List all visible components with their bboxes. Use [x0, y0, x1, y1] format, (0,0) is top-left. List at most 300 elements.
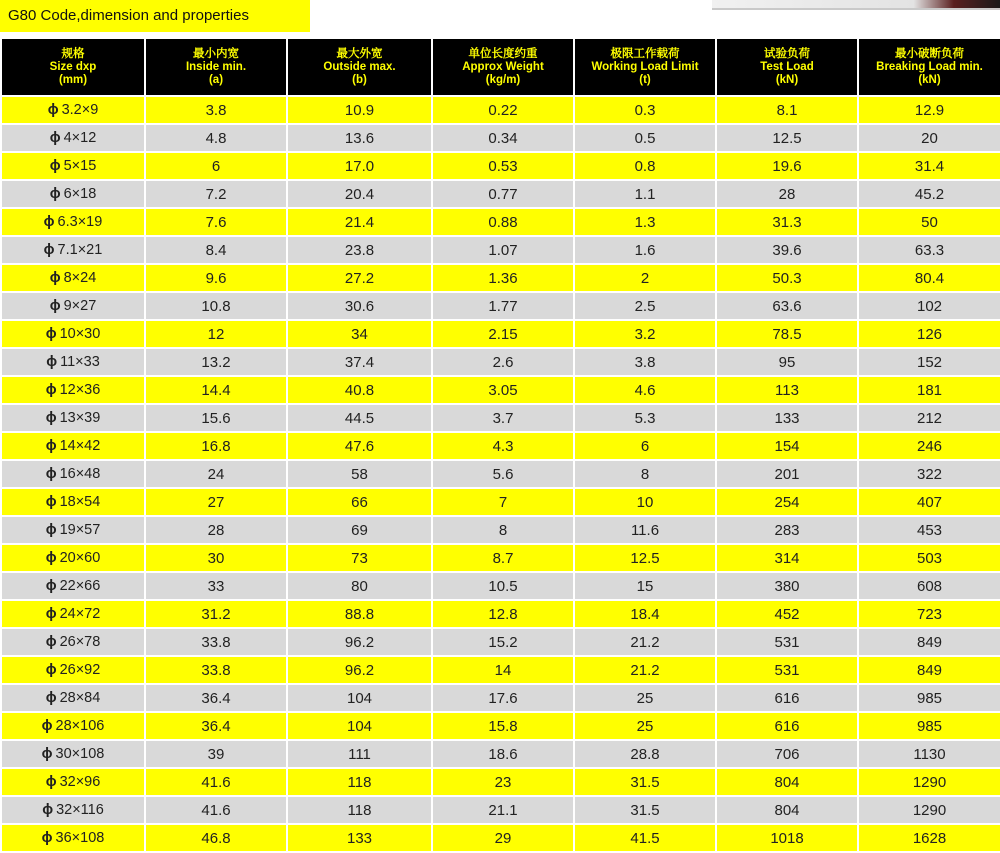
value-cell: 95 [717, 349, 857, 375]
value-cell: 33.8 [146, 629, 286, 655]
value-cell: 13.6 [288, 125, 431, 151]
table-row [2, 657, 1000, 683]
value-cell: 8.1 [717, 97, 857, 123]
value-cell: 0.34 [433, 125, 573, 151]
value-cell: 31.2 [146, 601, 286, 627]
diameter-symbol: ϕ [45, 326, 57, 342]
value-cell: 1290 [859, 769, 1000, 795]
column-header-english-label: Test Load [760, 60, 814, 73]
value-cell: 96.2 [288, 629, 431, 655]
value-cell: 181 [859, 377, 1000, 403]
column-header-chinese-label: 最小破断负荷 [895, 47, 964, 60]
value-cell: 0.3 [575, 97, 715, 123]
value-cell: 16.8 [146, 433, 286, 459]
table-row [2, 573, 1000, 599]
value-cell: 503 [859, 545, 1000, 571]
value-cell: 4.8 [146, 125, 286, 151]
table-row [2, 769, 1000, 795]
column-header-chinese-label: 最大外宽 [336, 47, 383, 60]
size-value: 5×15 [63, 158, 97, 174]
diameter-symbol: ϕ [46, 354, 58, 370]
value-cell: 849 [859, 629, 1000, 655]
column-header-unit: (b) [352, 73, 367, 86]
table-row [2, 797, 1000, 823]
size-cell [2, 601, 144, 627]
value-cell: 15 [575, 573, 715, 599]
size-cell [2, 825, 144, 851]
size-value: 24×72 [59, 606, 101, 622]
value-cell: 706 [717, 741, 857, 767]
size-cell [2, 181, 144, 207]
value-cell: 0.53 [433, 153, 573, 179]
size-value: 28×106 [55, 718, 105, 734]
value-cell: 118 [288, 769, 431, 795]
value-cell: 41.5 [575, 825, 715, 851]
size-cell [2, 209, 144, 235]
value-cell: 37.4 [288, 349, 431, 375]
table-row [2, 293, 1000, 319]
size-value: 10×30 [59, 326, 101, 342]
value-cell: 30 [146, 545, 286, 571]
product-photo-strip [712, 0, 1000, 8]
table-row [2, 153, 1000, 179]
value-cell: 2.6 [433, 349, 573, 375]
value-cell: 104 [288, 713, 431, 739]
value-cell: 47.6 [288, 433, 431, 459]
diameter-symbol: ϕ [45, 410, 57, 426]
column-header-chinese-label: 规格 [61, 47, 85, 60]
value-cell: 8.4 [146, 237, 286, 263]
column-header-english-label: Working Load Limit [591, 60, 699, 73]
table-row [2, 629, 1000, 655]
size-cell [2, 517, 144, 543]
value-cell: 40.8 [288, 377, 431, 403]
value-cell: 314 [717, 545, 857, 571]
value-cell: 111 [288, 741, 431, 767]
size-value: 3.2×9 [61, 102, 99, 118]
value-cell: 2.5 [575, 293, 715, 319]
size-cell [2, 405, 144, 431]
diameter-symbol: ϕ [45, 690, 57, 706]
value-cell: 0.5 [575, 125, 715, 151]
value-cell: 69 [288, 517, 431, 543]
diameter-symbol: ϕ [49, 298, 61, 314]
table-row [2, 713, 1000, 739]
value-cell: 212 [859, 405, 1000, 431]
diameter-symbol: ϕ [41, 830, 53, 846]
size-cell [2, 657, 144, 683]
value-cell: 41.6 [146, 797, 286, 823]
diameter-symbol: ϕ [47, 102, 59, 118]
diameter-symbol: ϕ [49, 158, 61, 174]
value-cell: 246 [859, 433, 1000, 459]
value-cell: 254 [717, 489, 857, 515]
header-row [2, 39, 1000, 95]
value-cell: 73 [288, 545, 431, 571]
value-cell: 8 [433, 517, 573, 543]
value-cell: 31.5 [575, 769, 715, 795]
size-value: 11×33 [60, 354, 100, 370]
value-cell: 80 [288, 573, 431, 599]
table-row [2, 321, 1000, 347]
size-cell [2, 377, 144, 403]
value-cell: 12.8 [433, 601, 573, 627]
value-cell: 407 [859, 489, 1000, 515]
value-cell: 3.7 [433, 405, 573, 431]
diameter-symbol: ϕ [45, 382, 57, 398]
value-cell: 58 [288, 461, 431, 487]
size-cell [2, 461, 144, 487]
column-header-chinese-label: 试验负荷 [764, 47, 810, 60]
diameter-symbol: ϕ [45, 494, 57, 510]
size-value: 9×27 [63, 298, 97, 314]
size-cell [2, 153, 144, 179]
value-cell: 12.5 [717, 125, 857, 151]
value-cell: 20 [859, 125, 1000, 151]
size-cell [2, 237, 144, 263]
diameter-symbol: ϕ [45, 634, 57, 650]
value-cell: 8 [575, 461, 715, 487]
value-cell: 322 [859, 461, 1000, 487]
value-cell: 104 [288, 685, 431, 711]
value-cell: 66 [288, 489, 431, 515]
value-cell: 30.6 [288, 293, 431, 319]
value-cell: 5.6 [433, 461, 573, 487]
table-row [2, 741, 1000, 767]
size-value: 36×108 [55, 830, 105, 846]
value-cell: 0.8 [575, 153, 715, 179]
size-value: 20×60 [59, 550, 101, 566]
value-cell: 23.8 [288, 237, 431, 263]
value-cell: 50 [859, 209, 1000, 235]
value-cell: 15.2 [433, 629, 573, 655]
value-cell: 531 [717, 629, 857, 655]
value-cell: 133 [288, 825, 431, 851]
value-cell: 33.8 [146, 657, 286, 683]
value-cell: 102 [859, 293, 1000, 319]
value-cell: 7.6 [146, 209, 286, 235]
size-value: 13×39 [59, 410, 101, 426]
value-cell: 20.4 [288, 181, 431, 207]
value-cell: 39 [146, 741, 286, 767]
value-cell: 29 [433, 825, 573, 851]
column-header [859, 39, 1000, 95]
size-value: 32×96 [59, 774, 101, 790]
value-cell: 201 [717, 461, 857, 487]
value-cell: 152 [859, 349, 1000, 375]
value-cell: 804 [717, 769, 857, 795]
value-cell: 4.3 [433, 433, 573, 459]
column-header [717, 39, 857, 95]
diameter-symbol: ϕ [45, 774, 57, 790]
value-cell: 1628 [859, 825, 1000, 851]
column-header-unit: (kN) [918, 73, 941, 86]
value-cell: 28 [146, 517, 286, 543]
table-row [2, 517, 1000, 543]
size-value: 26×92 [59, 662, 101, 678]
value-cell: 18.4 [575, 601, 715, 627]
column-header-unit: (mm) [58, 73, 88, 86]
value-cell: 804 [717, 797, 857, 823]
value-cell: 39.6 [717, 237, 857, 263]
value-cell: 7.2 [146, 181, 286, 207]
size-value: 18×54 [59, 494, 101, 510]
value-cell: 1.3 [575, 209, 715, 235]
table-row [2, 265, 1000, 291]
value-cell: 849 [859, 657, 1000, 683]
diameter-symbol: ϕ [45, 578, 57, 594]
value-cell: 78.5 [717, 321, 857, 347]
value-cell: 24 [146, 461, 286, 487]
value-cell: 616 [717, 685, 857, 711]
size-cell [2, 97, 144, 123]
column-header-unit: (kN) [775, 73, 799, 86]
value-cell: 2.15 [433, 321, 573, 347]
table-row [2, 685, 1000, 711]
value-cell: 63.6 [717, 293, 857, 319]
value-cell: 10 [575, 489, 715, 515]
column-header-english-label: Approx Weight [462, 60, 544, 73]
size-value: 30×108 [55, 746, 105, 762]
value-cell: 9.6 [146, 265, 286, 291]
value-cell: 27.2 [288, 265, 431, 291]
column-header [433, 39, 573, 95]
diameter-symbol: ϕ [45, 522, 57, 538]
value-cell: 1018 [717, 825, 857, 851]
value-cell: 531 [717, 657, 857, 683]
value-cell: 11.6 [575, 517, 715, 543]
size-cell [2, 489, 144, 515]
size-cell [2, 741, 144, 767]
table-row [2, 209, 1000, 235]
table-row [2, 405, 1000, 431]
size-value: 22×66 [59, 578, 101, 594]
size-value: 16×48 [59, 466, 101, 482]
column-header-unit: (a) [208, 73, 224, 86]
diameter-symbol: ϕ [43, 214, 55, 230]
value-cell: 8.7 [433, 545, 573, 571]
value-cell: 46.8 [146, 825, 286, 851]
size-cell [2, 713, 144, 739]
diameter-symbol: ϕ [45, 550, 57, 566]
value-cell: 5.3 [575, 405, 715, 431]
value-cell: 34 [288, 321, 431, 347]
value-cell: 985 [859, 713, 1000, 739]
value-cell: 19.6 [717, 153, 857, 179]
value-cell: 10.9 [288, 97, 431, 123]
size-value: 6.3×19 [57, 214, 103, 230]
size-value: 28×84 [59, 690, 101, 706]
diameter-symbol: ϕ [45, 466, 57, 482]
value-cell: 3.05 [433, 377, 573, 403]
size-cell [2, 769, 144, 795]
value-cell: 31.5 [575, 797, 715, 823]
value-cell: 15.8 [433, 713, 573, 739]
size-value: 12×36 [59, 382, 101, 398]
value-cell: 452 [717, 601, 857, 627]
value-cell: 45.2 [859, 181, 1000, 207]
divider [712, 8, 1000, 10]
value-cell: 1290 [859, 797, 1000, 823]
value-cell: 23 [433, 769, 573, 795]
diameter-symbol: ϕ [45, 438, 57, 454]
page-title: G80 Code,dimension and properties [0, 0, 310, 32]
value-cell: 126 [859, 321, 1000, 347]
value-cell: 6 [575, 433, 715, 459]
size-cell [2, 321, 144, 347]
table-row [2, 237, 1000, 263]
diameter-symbol: ϕ [43, 242, 55, 258]
table-row [2, 601, 1000, 627]
value-cell: 1.1 [575, 181, 715, 207]
size-value: 26×78 [59, 634, 101, 650]
value-cell: 985 [859, 685, 1000, 711]
size-value: 32×116 [56, 802, 104, 818]
table-row [2, 433, 1000, 459]
value-cell: 0.22 [433, 97, 573, 123]
value-cell: 96.2 [288, 657, 431, 683]
column-header [146, 39, 286, 95]
value-cell: 31.4 [859, 153, 1000, 179]
table-body [2, 97, 1000, 851]
size-cell [2, 685, 144, 711]
column-header-chinese-label: 单位长度约重 [468, 47, 538, 60]
value-cell: 723 [859, 601, 1000, 627]
value-cell: 1130 [859, 741, 1000, 767]
value-cell: 21.2 [575, 629, 715, 655]
value-cell: 118 [288, 797, 431, 823]
size-cell [2, 349, 144, 375]
table-row [2, 377, 1000, 403]
value-cell: 17.0 [288, 153, 431, 179]
table-row [2, 181, 1000, 207]
value-cell: 44.5 [288, 405, 431, 431]
size-value: 7.1×21 [57, 242, 103, 258]
value-cell: 21.2 [575, 657, 715, 683]
value-cell: 616 [717, 713, 857, 739]
size-cell [2, 125, 144, 151]
value-cell: 50.3 [717, 265, 857, 291]
value-cell: 283 [717, 517, 857, 543]
value-cell: 1.6 [575, 237, 715, 263]
size-cell [2, 545, 144, 571]
value-cell: 154 [717, 433, 857, 459]
value-cell: 113 [717, 377, 857, 403]
column-header-english-label: Outside max. [323, 60, 396, 73]
value-cell: 17.6 [433, 685, 573, 711]
value-cell: 12.9 [859, 97, 1000, 123]
value-cell: 36.4 [146, 713, 286, 739]
value-cell: 12 [146, 321, 286, 347]
table-row [2, 825, 1000, 851]
value-cell: 33 [146, 573, 286, 599]
value-cell: 3.8 [146, 97, 286, 123]
column-header-unit: (kg/m) [485, 73, 521, 86]
value-cell: 31.3 [717, 209, 857, 235]
column-header-unit: (t) [639, 73, 651, 86]
value-cell: 18.6 [433, 741, 573, 767]
value-cell: 36.4 [146, 685, 286, 711]
diameter-symbol: ϕ [45, 606, 57, 622]
diameter-symbol: ϕ [41, 746, 53, 762]
value-cell: 14 [433, 657, 573, 683]
column-header [2, 39, 144, 95]
size-cell [2, 573, 144, 599]
table-row [2, 125, 1000, 151]
diameter-symbol: ϕ [41, 718, 53, 734]
diameter-symbol: ϕ [49, 130, 61, 146]
value-cell: 21.4 [288, 209, 431, 235]
value-cell: 21.1 [433, 797, 573, 823]
value-cell: 133 [717, 405, 857, 431]
value-cell: 28.8 [575, 741, 715, 767]
size-cell [2, 293, 144, 319]
table-row [2, 489, 1000, 515]
size-cell [2, 433, 144, 459]
value-cell: 0.88 [433, 209, 573, 235]
column-header-chinese-label: 最小内宽 [193, 47, 239, 60]
value-cell: 25 [575, 685, 715, 711]
value-cell: 4.6 [575, 377, 715, 403]
value-cell: 41.6 [146, 769, 286, 795]
value-cell: 608 [859, 573, 1000, 599]
diameter-symbol: ϕ [49, 270, 61, 286]
value-cell: 13.2 [146, 349, 286, 375]
size-value: 4×12 [63, 130, 97, 146]
diameter-symbol: ϕ [42, 802, 54, 818]
value-cell: 25 [575, 713, 715, 739]
properties-table [0, 37, 1000, 853]
size-value: 8×24 [63, 270, 97, 286]
column-header-english-label: Breaking Load min. [876, 60, 983, 73]
size-cell [2, 797, 144, 823]
value-cell: 63.3 [859, 237, 1000, 263]
table-row [2, 461, 1000, 487]
table-row [2, 349, 1000, 375]
diameter-symbol: ϕ [49, 186, 61, 202]
value-cell: 15.6 [146, 405, 286, 431]
value-cell: 88.8 [288, 601, 431, 627]
value-cell: 1.77 [433, 293, 573, 319]
value-cell: 80.4 [859, 265, 1000, 291]
size-cell [2, 265, 144, 291]
value-cell: 380 [717, 573, 857, 599]
value-cell: 1.36 [433, 265, 573, 291]
value-cell: 1.07 [433, 237, 573, 263]
value-cell: 27 [146, 489, 286, 515]
value-cell: 12.5 [575, 545, 715, 571]
value-cell: 10.8 [146, 293, 286, 319]
table-header [2, 39, 1000, 95]
size-value: 14×42 [59, 438, 101, 454]
value-cell: 14.4 [146, 377, 286, 403]
table-row [2, 97, 1000, 123]
diameter-symbol: ϕ [45, 662, 57, 678]
value-cell: 10.5 [433, 573, 573, 599]
column-header-chinese-label: 极限工作载荷 [610, 47, 680, 60]
value-cell: 0.77 [433, 181, 573, 207]
column-header-english-label: Size dxp [49, 60, 97, 73]
value-cell: 3.8 [575, 349, 715, 375]
value-cell: 7 [433, 489, 573, 515]
column-header [288, 39, 431, 95]
value-cell: 6 [146, 153, 286, 179]
value-cell: 3.2 [575, 321, 715, 347]
column-header [575, 39, 715, 95]
size-value: 6×18 [63, 186, 97, 202]
table-row [2, 545, 1000, 571]
size-value: 19×57 [59, 522, 101, 538]
